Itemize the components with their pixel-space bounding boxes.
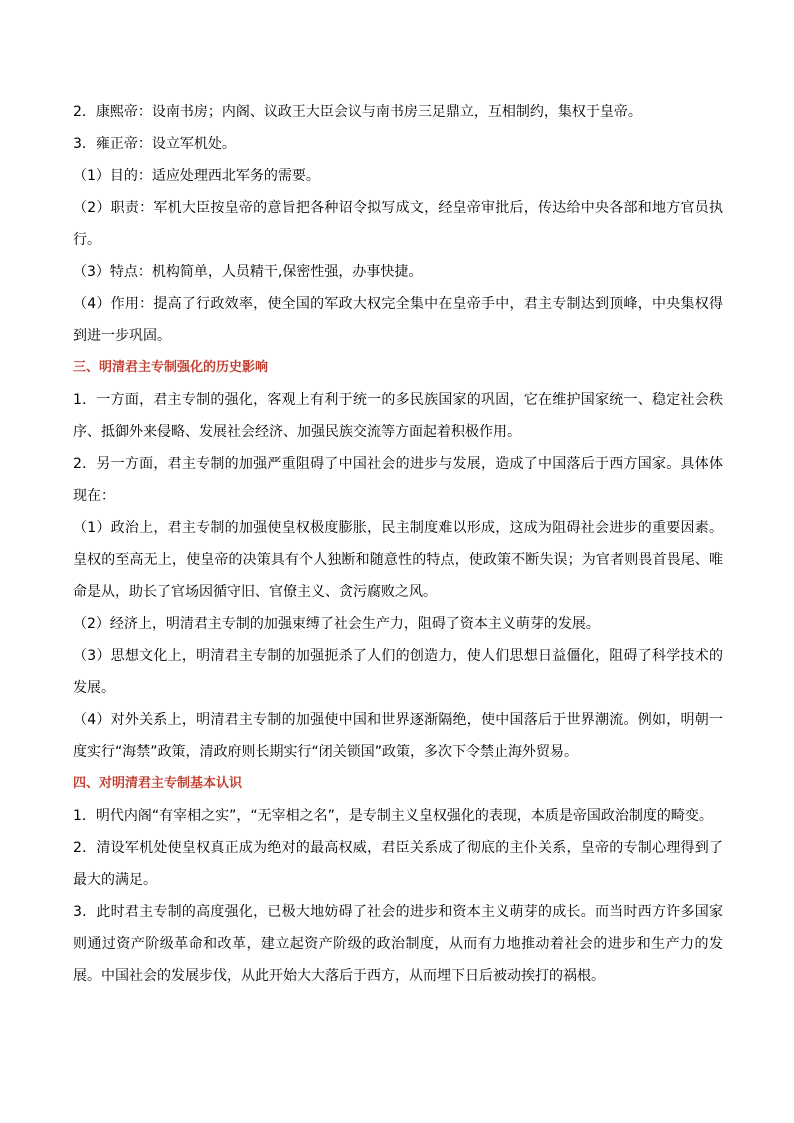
paragraph-positive-impact: 1．一方面，君主专制的强化，客观上有利于统一的多民族国家的巩固，它在维护国家统一、稳定社会秩序、抵御外来侵略、发展社会经济、加强民族交流等方面起着积极作用。 <box>73 392 723 440</box>
document-page <box>73 96 723 992</box>
paragraph-kangxi: 2．康熙帝：设南书房；内阁、议政王大臣会议与南书房三足鼎立，互相制约，集权于皇帝。 <box>73 104 642 120</box>
paragraph-ming-cabinet: 1．明代内阁“有宰相之实”，“无宰相之名”，是专制主义皇权强化的表现，本质是帝国政治制度的畸变。 <box>73 808 713 824</box>
paragraph-foreign: （4）对外关系上，明清君主专制的加强使中国和世界逐渐隔绝，使中国落后于世界潮流。例如，明朝一度实行“海禁”政策，清政府则长期实行“闭关锁国”政策，多次下令禁止海外贸易。 <box>73 712 723 760</box>
paragraph-yongzheng: 3．雍正帝：设立军机处。 <box>73 136 236 152</box>
paragraph-grand-council: 2．清设军机处使皇权真正成为绝对的最高权威，君臣关系成了彻底的主仆关系，皇帝的专制心理得到了最大的满足。 <box>73 840 723 888</box>
paragraph-negative-impact: 2．另一方面，君主专制的加强严重阻碍了中国社会的进步与发展，造成了中国落后于西方国家。具体体现在： <box>73 456 723 504</box>
paragraph-comparison: 3．此时君主专制的高度强化，已极大地妨碍了社会的进步和资本主义萌芽的成长。而当时西方许多国家则通过资产阶级革命和改革，建立起资产阶级的政治制度，从而有力地推动着社会的进步和生产力的发展。中国社会的发展步伐，从此开始大大落后于西方，从而埋下日后被动挨打的祸根。 <box>73 904 723 984</box>
section-heading-understanding: 四、对明清君主专制基本认识 <box>73 776 243 791</box>
paragraph-purpose: （1）目的：适应处理西北军务的需要。 <box>73 168 320 184</box>
paragraph-economic: （2）经济上，明清君主专制的加强束缚了社会生产力，阻碍了资本主义萌芽的发展。 <box>73 616 600 632</box>
paragraph-cultural: （3）思想文化上，明清君主专制的加强扼杀了人们的创造力，使人们思想日益僵化，阻碍了科学技术的发展。 <box>73 648 723 696</box>
paragraph-effect: （4）作用：提高了行政效率，使全国的军政大权完全集中在皇帝手中，君主专制达到顶峰，中央集权得到进一步巩固。 <box>73 296 723 344</box>
paragraph-features: （3）特点：机构简单，人员精干,保密性强，办事快捷。 <box>73 264 423 280</box>
paragraph-duty: （2）职责：军机大臣按皇帝的意旨把各种诏令拟写成文，经皇帝审批后，传达给中央各部和地方官员执行。 <box>73 200 723 248</box>
paragraph-political: （1）政治上，君主专制的加强使皇权极度膨胀，民主制度难以形成，这成为阻碍社会进步的重要因素。皇权的至高无上，使皇帝的决策具有个人独断和随意性的特点，使政策不断失误；为官者则畏首畏尾、唯命是从，助长了官场因循守旧、官僚主义、贪污腐败之风。 <box>73 520 723 600</box>
section-heading-impact: 三、明清君主专制强化的历史影响 <box>73 360 269 375</box>
